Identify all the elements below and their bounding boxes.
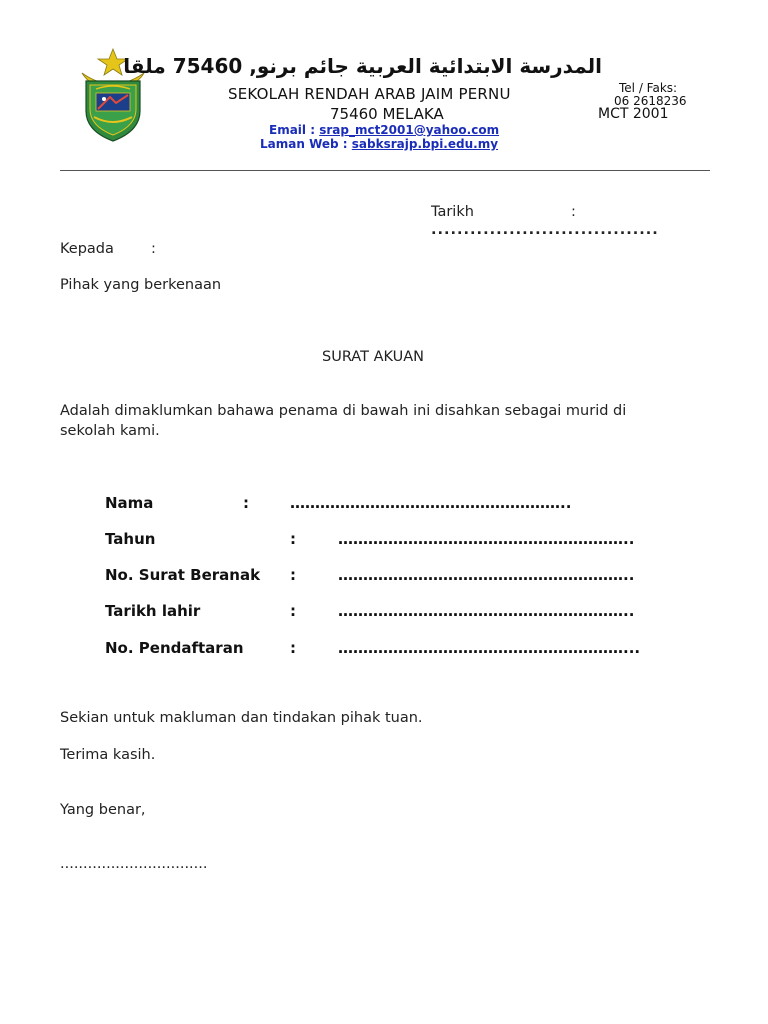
- website-label: Laman Web :: [260, 137, 348, 151]
- school-address: 75460 MELAKA: [330, 105, 444, 123]
- field-dots-nama: ………………………………………………..: [290, 494, 572, 512]
- to-colon: :: [151, 241, 156, 257]
- signature-dots: ................................: [60, 856, 208, 872]
- email-link[interactable]: srap_mct2001@yahoo.com: [319, 123, 500, 137]
- field-colon-pendaftaran: :: [290, 639, 296, 657]
- field-colon-surat-beranak: :: [290, 566, 296, 584]
- signoff-text: Yang benar,: [60, 802, 146, 818]
- header-divider: [60, 170, 710, 171]
- intro-line-1: Adalah dimaklumkan bahawa penama di bawah ini disahkan sebagai murid di: [60, 403, 627, 419]
- website-line: [260, 137, 498, 151]
- field-label-tahun: Tahun: [105, 530, 156, 548]
- website-link[interactable]: sabksrajp.bpi.edu.my: [351, 137, 499, 151]
- field-label-nama: Nama: [105, 494, 154, 512]
- field-colon-tahun: :: [290, 530, 296, 548]
- date-dots: ...................................: [431, 222, 659, 238]
- school-code: MCT 2001: [598, 106, 669, 122]
- email-label: Email :: [269, 123, 316, 137]
- field-label-pendaftaran: No. Pendaftaran: [105, 639, 244, 657]
- intro-line-2: sekolah kami.: [60, 423, 160, 439]
- email-line: [269, 123, 499, 137]
- field-dots-tarikh-lahir: …………………………………………………..: [338, 602, 635, 620]
- date-colon: :: [571, 204, 576, 220]
- tel-fax-number: 06 2618236: [614, 94, 687, 108]
- thanks-text: Terima kasih.: [60, 747, 156, 763]
- letter-title: SURAT AKUAN: [322, 349, 424, 365]
- field-dots-pendaftaran: …………………………………………………...: [338, 639, 641, 657]
- closing-text: Sekian untuk makluman dan tindakan pihak tuan.: [60, 710, 423, 726]
- field-label-tarikh-lahir: Tarikh lahir: [105, 602, 201, 620]
- recipient: Pihak yang berkenaan: [60, 277, 222, 293]
- field-colon-tarikh-lahir: :: [290, 602, 296, 620]
- field-label-surat-beranak: No. Surat Beranak: [105, 566, 261, 584]
- school-name: SEKOLAH RENDAH ARAB JAIM PERNU: [228, 85, 511, 103]
- tel-fax-label: Tel / Faks:: [619, 81, 678, 95]
- school-name-arabic: المدرسة الابتدائية العربية جائم برنو, 75460 ملقا: [123, 54, 602, 78]
- date-label: Tarikh: [431, 204, 474, 220]
- field-colon-nama: :: [243, 494, 249, 512]
- field-dots-surat-beranak: …………………………………………………..: [338, 566, 635, 584]
- field-dots-tahun: …………………………………………………..: [338, 530, 635, 548]
- to-label: Kepada: [60, 241, 114, 257]
